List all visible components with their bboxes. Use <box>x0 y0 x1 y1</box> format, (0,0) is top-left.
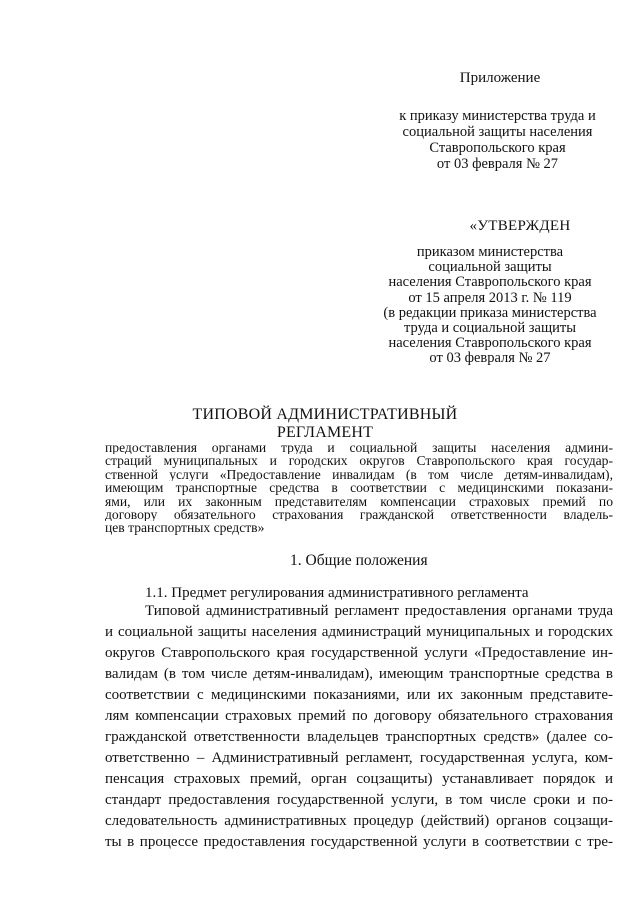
body-line: и социальной защиты населения администраций муниципальных и городских <box>105 624 613 640</box>
body-line: валидам (в том числе детям-инвалидам), имеющим транспортные средства в <box>105 666 613 682</box>
approval-line: от 03 февраля № 27 <box>429 350 551 367</box>
annex-line: к приказу министерства труда и <box>399 108 596 124</box>
annex-title: Приложение <box>459 70 541 86</box>
approval-line: труда и социальной защиты <box>404 320 576 337</box>
subtitle-line: ями, или их законным представителям компенсации страховых премий по <box>105 494 613 508</box>
subsection-heading: 1.1. Предмет регулирования административного регламента <box>145 585 529 601</box>
body-paragraph <box>105 601 613 853</box>
regulation-subtitle <box>105 441 613 535</box>
approval-line: населения Ставропольского края <box>388 335 592 352</box>
annex-line: социальной защиты населения <box>402 124 593 140</box>
subtitle-line: предоставления органами труда и социальной защиты населения админи- <box>105 441 613 455</box>
body-line: Типовой административный регламент предоставления органами труда <box>145 603 613 619</box>
body-line: соответствии с медицинскими показаниями, или их законным представите- <box>105 687 613 703</box>
subtitle-line: ственной услуги «Предоставление инвалидам (в том числе детям-инвалидам), <box>105 467 613 482</box>
approval-line: приказом министерства <box>416 244 564 260</box>
body-line: округов Ставропольского края государственной услуги «Предоставление ин- <box>105 645 613 661</box>
annex-line: от 03 февраля № 27 <box>436 156 559 172</box>
approval-line: (в редакции приказа министерства <box>383 304 597 321</box>
subtitle-line: договору обязательного страхования гражданской ответственности владель- <box>105 507 613 522</box>
annex-reference <box>380 108 615 172</box>
body-line: ты в процессе предоставления государственной услуги в соответствии с тре- <box>105 834 613 850</box>
regulation-title: ТИПОВОЙ АДМИНИСТРАТИВНЫЙ РЕГЛАМЕНТ <box>192 406 458 441</box>
body-line: пенсация страховых премий, орган соцзащиты) устанавливает порядок и <box>105 771 613 787</box>
subtitle-line: цев транспортных средств» <box>105 521 265 535</box>
body-line: лям компенсации страховых премий по договору обязательного страхования <box>105 708 613 724</box>
section-heading: 1. Общие положения <box>290 552 428 569</box>
body-line: ответственно – Административный регламент, государственная услуга, ком- <box>105 750 613 766</box>
approval-line: социальной защиты <box>428 259 552 276</box>
approval-line: от 15 апреля 2013 г. № 119 <box>408 289 572 306</box>
subtitle-line: имеющим транспортные средства в соответствии с медицинскими показани- <box>105 481 613 495</box>
body-line: следовательность административных процедур (действий) органов соцзащи- <box>105 813 613 829</box>
annex-line: Ставропольского края <box>429 140 566 156</box>
approval-line: населения Ставропольского края <box>388 274 592 291</box>
approval-reference <box>370 245 610 367</box>
subtitle-line: страций муниципальных и городских округов Ставропольского края государ- <box>105 454 613 468</box>
approval-heading: «УТВЕРЖДЕН <box>469 218 571 234</box>
body-line: стандарт предоставления государственной услуги, в том числе сроки и по- <box>105 792 613 808</box>
body-line: гражданской ответственности владельцев транспортных средств» (далее со- <box>105 729 613 745</box>
